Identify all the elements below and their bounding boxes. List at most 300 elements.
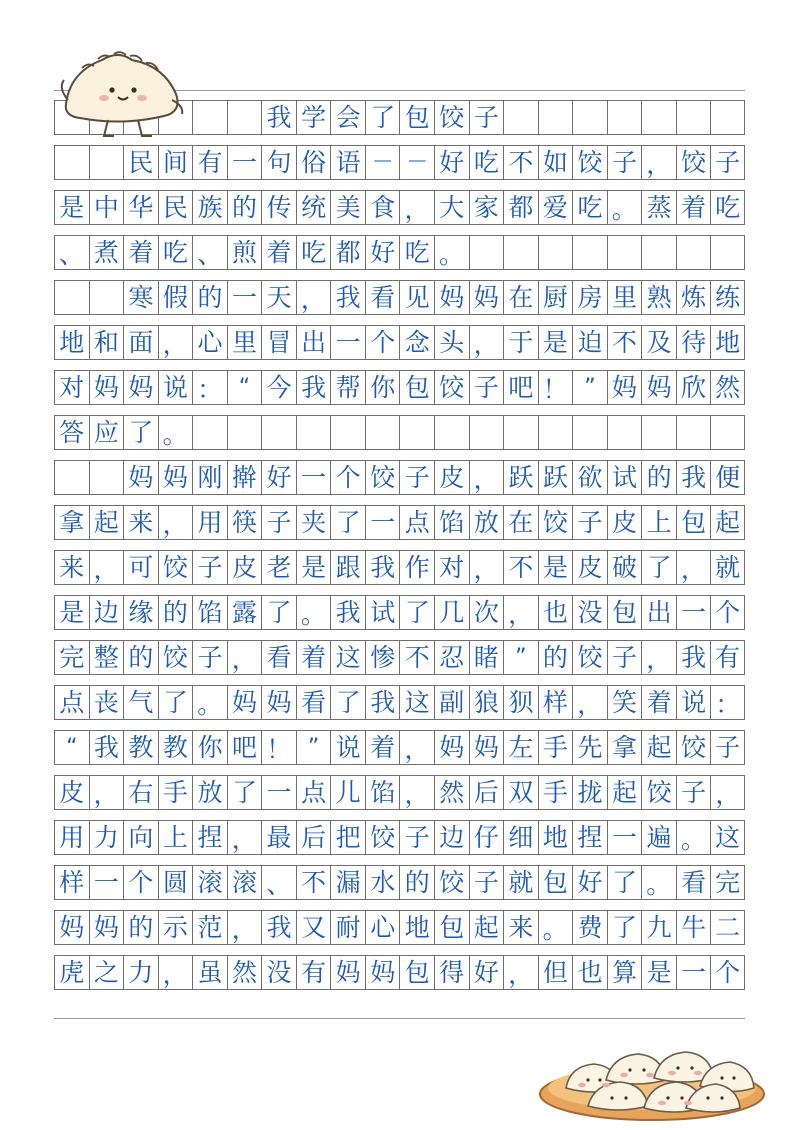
grid-cell — [192, 416, 227, 449]
grid-cell: 后 — [296, 821, 331, 854]
grid-cell: 忍 — [434, 641, 469, 674]
grid-cell — [607, 101, 642, 134]
grid-cell: 妈 — [469, 281, 504, 314]
grid-cell — [676, 101, 711, 134]
grid-cell: 把 — [330, 821, 365, 854]
essay-line — [54, 591, 745, 636]
grid-cell: 虽 — [192, 956, 227, 989]
grid-cell: 刚 — [192, 461, 227, 494]
grid-cells — [54, 370, 745, 405]
grid-cell: 这 — [330, 641, 365, 674]
grid-cell — [227, 416, 262, 449]
grid-cell: 妈 — [365, 956, 400, 989]
grid-cell: 着 — [296, 641, 331, 674]
grid-cell: 便 — [710, 461, 745, 494]
grid-cell: 示 — [158, 911, 193, 944]
grid-cells — [54, 235, 745, 270]
grid-cell: 狈 — [503, 686, 538, 719]
grid-cell: 筷 — [227, 506, 262, 539]
grid-cell: 边 — [89, 596, 124, 629]
grid-cell: 在 — [503, 506, 538, 539]
essay-line — [54, 501, 745, 546]
grid-cell: 皮 — [54, 776, 89, 809]
grid-cells — [54, 775, 745, 810]
grid-cells — [54, 145, 745, 180]
grid-cell: 水 — [365, 866, 400, 899]
grid-cell — [89, 146, 124, 179]
grid-cell: 美 — [330, 191, 365, 224]
grid-cell: 家 — [469, 191, 504, 224]
grid-cell: 但 — [538, 956, 573, 989]
grid-cell — [538, 416, 573, 449]
grid-cell: 起 — [710, 506, 745, 539]
grid-cell: 见 — [399, 281, 434, 314]
grid-cell: 妈 — [434, 731, 469, 764]
grid-cell: 左 — [503, 731, 538, 764]
grid-cell: － — [365, 146, 400, 179]
grid-cell: 用 — [192, 506, 227, 539]
grid-cell: 起 — [89, 506, 124, 539]
grid-cell: ” — [572, 371, 607, 404]
grid-cell: 破 — [607, 551, 642, 584]
grid-cell: 一 — [330, 326, 365, 359]
grid-cell — [607, 416, 642, 449]
grid-cell: ： — [710, 686, 745, 719]
grid-cell — [261, 416, 296, 449]
grid-cell: 吃 — [399, 236, 434, 269]
grid-cell: 点 — [399, 506, 434, 539]
grid-cell: 就 — [710, 551, 745, 584]
grid-cell: 妈 — [227, 686, 262, 719]
grid-cell: 子 — [469, 866, 504, 899]
essay-line — [54, 546, 745, 591]
grid-cell: 出 — [296, 326, 331, 359]
grid-cell: 一 — [261, 776, 296, 809]
grid-cell: 帮 — [330, 371, 365, 404]
grid-cell: ， — [676, 551, 711, 584]
grid-cell: 族 — [192, 191, 227, 224]
grid-cell: 今 — [261, 371, 296, 404]
grid-cell: 句 — [261, 146, 296, 179]
grid-cell: 好 — [572, 866, 607, 899]
grid-cell: 说 — [158, 371, 193, 404]
grid-cell: 遍 — [641, 821, 676, 854]
grid-cell: 子 — [469, 371, 504, 404]
essay-line — [54, 816, 745, 861]
grid-cell: 对 — [434, 551, 469, 584]
grid-cell — [89, 461, 124, 494]
grid-cell — [607, 236, 642, 269]
grid-cell: 华 — [123, 191, 158, 224]
grid-cell: 我 — [676, 461, 711, 494]
grid-cell: 细 — [503, 821, 538, 854]
grid-cell — [503, 101, 538, 134]
grid-cell: 没 — [261, 956, 296, 989]
grid-cell: 上 — [158, 821, 193, 854]
grid-cell: ， — [158, 506, 193, 539]
grid-cell: 炼 — [676, 281, 711, 314]
grid-cell: ， — [158, 956, 193, 989]
grid-cell: 吃 — [158, 236, 193, 269]
grid-cell: 我 — [261, 911, 296, 944]
grid-cell: 后 — [469, 776, 504, 809]
grid-cell: 煎 — [227, 236, 262, 269]
grid-cell: 冒 — [261, 326, 296, 359]
grid-cell: 间 — [158, 146, 193, 179]
essay-line — [54, 681, 745, 726]
grid-cell: 然 — [434, 776, 469, 809]
grid-cell: 个 — [330, 461, 365, 494]
grid-cell: 欲 — [572, 461, 607, 494]
grid-cell: 面 — [123, 326, 158, 359]
grid-cell: 。 — [434, 236, 469, 269]
grid-cell: 捏 — [572, 821, 607, 854]
essay-line — [54, 906, 745, 951]
grid-cell: 子 — [710, 146, 745, 179]
grid-cell: 边 — [434, 821, 469, 854]
grid-cell: 气 — [123, 686, 158, 719]
grid-cell: 妈 — [54, 911, 89, 944]
grid-cell: 力 — [89, 821, 124, 854]
grid-cell: 说 — [330, 731, 365, 764]
grid-cell — [192, 101, 227, 134]
grid-cell — [538, 236, 573, 269]
essay-line — [54, 411, 745, 456]
grid-cell: 就 — [503, 866, 538, 899]
grid-cell: 包 — [676, 506, 711, 539]
grid-cell: 假 — [158, 281, 193, 314]
grid-cell: ， — [399, 731, 434, 764]
grid-cell: 蒸 — [641, 191, 676, 224]
grid-cell: 看 — [676, 866, 711, 899]
grid-cell: 来 — [123, 506, 158, 539]
grid-cell: 儿 — [330, 776, 365, 809]
grid-cell: 上 — [641, 506, 676, 539]
grid-cell: 了 — [330, 506, 365, 539]
grid-cell: 跟 — [330, 551, 365, 584]
grid-cell: 最 — [261, 821, 296, 854]
grid-cell: 妈 — [469, 731, 504, 764]
grid-cell: 先 — [572, 731, 607, 764]
grid-cell: 妈 — [434, 281, 469, 314]
grid-cell — [710, 236, 745, 269]
grid-cells — [54, 325, 745, 360]
grid-cell: 都 — [330, 236, 365, 269]
grid-cells — [54, 460, 745, 495]
grid-cell: 了 — [123, 416, 158, 449]
grid-cell: 起 — [469, 911, 504, 944]
grid-cell: － — [399, 146, 434, 179]
dumpling-character-icon — [52, 42, 192, 142]
grid-cell: 一 — [296, 461, 331, 494]
grid-cell: 完 — [54, 641, 89, 674]
grid-cell: 了 — [607, 911, 642, 944]
grid-cell: 用 — [54, 821, 89, 854]
grid-cell: 念 — [399, 326, 434, 359]
grid-cell: 一 — [227, 146, 262, 179]
grid-cell: 样 — [54, 866, 89, 899]
grid-cell: 着 — [365, 731, 400, 764]
grid-cell: 不 — [503, 146, 538, 179]
grid-cell: 漏 — [330, 866, 365, 899]
grid-cell: ， — [469, 461, 504, 494]
grid-cell: 在 — [503, 281, 538, 314]
grid-cell: 子 — [572, 506, 607, 539]
grid-cell: 里 — [227, 326, 262, 359]
grid-cell: ， — [572, 686, 607, 719]
grid-cell: 了 — [330, 686, 365, 719]
grid-cell: 费 — [572, 911, 607, 944]
grid-cell: 牛 — [676, 911, 711, 944]
grid-cells — [54, 190, 745, 225]
grid-cell — [399, 416, 434, 449]
grid-cell: 馅 — [434, 506, 469, 539]
grid-cell: 了 — [607, 866, 642, 899]
grid-cell: 这 — [399, 686, 434, 719]
grid-cell: 又 — [296, 911, 331, 944]
grid-cell: 于 — [503, 326, 538, 359]
grid-cell: 里 — [607, 281, 642, 314]
grid-cell: 了 — [641, 551, 676, 584]
grid-cell: 会 — [330, 101, 365, 134]
essay-line — [54, 456, 745, 501]
grid-cell: 有 — [710, 641, 745, 674]
grid-cell: 是 — [296, 551, 331, 584]
grid-cell — [54, 281, 89, 314]
grid-cell: 吃 — [469, 146, 504, 179]
grid-cell: 着 — [261, 236, 296, 269]
grid-cell — [434, 416, 469, 449]
grid-cell: 的 — [158, 596, 193, 629]
grid-cell — [641, 416, 676, 449]
grid-cell: 。 — [538, 911, 573, 944]
grid-cell: 大 — [434, 191, 469, 224]
grid-cell — [676, 416, 711, 449]
grid-cell: 饺 — [538, 506, 573, 539]
grid-cell: 皮 — [434, 461, 469, 494]
essay-line — [54, 951, 745, 996]
grid-cell: 可 — [123, 551, 158, 584]
grid-cell: 都 — [503, 191, 538, 224]
grid-cell: ， — [89, 551, 124, 584]
dumpling-plate-icon — [536, 1022, 768, 1122]
grid-cell: 拿 — [607, 731, 642, 764]
grid-cell: 妈 — [123, 461, 158, 494]
grid-cell: 试 — [607, 461, 642, 494]
grid-cell: 了 — [399, 596, 434, 629]
grid-cell: 待 — [676, 326, 711, 359]
grid-cell: 了 — [261, 596, 296, 629]
grid-cell: 饺 — [434, 866, 469, 899]
grid-cell: 然 — [227, 956, 262, 989]
grid-cell: 包 — [399, 371, 434, 404]
grid-cells — [54, 910, 745, 945]
grid-cell: 饺 — [365, 461, 400, 494]
grid-cell: 。 — [607, 191, 642, 224]
essay-line — [54, 276, 745, 321]
grid-cell — [54, 461, 89, 494]
grid-cell: 吃 — [710, 191, 745, 224]
grid-cell: 说 — [676, 686, 711, 719]
grid-cell: 夹 — [296, 506, 331, 539]
grid-cell: ！ — [538, 371, 573, 404]
grid-cell: 笑 — [607, 686, 642, 719]
essay-line — [54, 231, 745, 276]
grid-cell: 饺 — [158, 641, 193, 674]
grid-cell: “ — [227, 371, 262, 404]
grid-cell: 来 — [503, 911, 538, 944]
grid-cell: 包 — [434, 911, 469, 944]
grid-cell: 皮 — [607, 506, 642, 539]
grid-cell: 心 — [192, 326, 227, 359]
grid-cell: 妈 — [158, 461, 193, 494]
grid-cell: 得 — [434, 956, 469, 989]
grid-cell: 练 — [710, 281, 745, 314]
grid-cell: 俗 — [296, 146, 331, 179]
grid-cell: 天 — [261, 281, 296, 314]
grid-cell: “ — [54, 731, 89, 764]
grid-cell: 统 — [296, 191, 331, 224]
grid-cell: 。 — [676, 821, 711, 854]
grid-cell: 的 — [227, 191, 262, 224]
grid-cell: 虎 — [54, 956, 89, 989]
grid-cell: 子 — [261, 506, 296, 539]
grid-cell: 地 — [399, 911, 434, 944]
grid-cell: ， — [227, 821, 262, 854]
grid-cell: 地 — [54, 326, 89, 359]
essay-line — [54, 771, 745, 816]
grid-cell: ” — [296, 731, 331, 764]
grid-cell: 、 — [54, 236, 89, 269]
grid-cell: 跃 — [503, 461, 538, 494]
grid-cell: 你 — [192, 731, 227, 764]
grid-cell: ， — [158, 326, 193, 359]
grid-cell: 传 — [261, 191, 296, 224]
grid-cell: 着 — [676, 191, 711, 224]
grid-cell: ， — [227, 641, 262, 674]
grid-cell: 好 — [261, 461, 296, 494]
grid-cell: 吧 — [227, 731, 262, 764]
grid-cell: 一 — [227, 281, 262, 314]
grid-cell: 我 — [296, 371, 331, 404]
grid-cell: 如 — [538, 146, 573, 179]
grid-cell: 子 — [192, 641, 227, 674]
grid-cell: 了 — [365, 101, 400, 134]
grid-cell: 是 — [54, 596, 89, 629]
grid-cell — [641, 101, 676, 134]
grid-cell: 煮 — [89, 236, 124, 269]
grid-cell: 不 — [296, 866, 331, 899]
grid-cell: 的 — [641, 461, 676, 494]
grid-cell: 看 — [296, 686, 331, 719]
grid-cell: 是 — [538, 551, 573, 584]
essay-grid-paper — [54, 96, 745, 996]
grid-cell: 。 — [192, 686, 227, 719]
grid-cell: ， — [710, 776, 745, 809]
grid-cell: 惨 — [365, 641, 400, 674]
grid-cell: 这 — [710, 821, 745, 854]
grid-cell: 出 — [641, 596, 676, 629]
grid-cell — [503, 236, 538, 269]
grid-cell: 有 — [192, 146, 227, 179]
grid-cell — [503, 416, 538, 449]
grid-cell: ， — [469, 551, 504, 584]
grid-cell: 皮 — [227, 551, 262, 584]
grid-cell: 好 — [469, 956, 504, 989]
grid-cell: 是 — [641, 956, 676, 989]
grid-cell: 点 — [296, 776, 331, 809]
grid-cell: 副 — [434, 686, 469, 719]
grid-cell: 试 — [365, 596, 400, 629]
grid-cell: 民 — [123, 146, 158, 179]
grid-cell: 寒 — [123, 281, 158, 314]
grid-cell: 妈 — [607, 371, 642, 404]
grid-cell: 一 — [607, 821, 642, 854]
grid-cell: 包 — [399, 956, 434, 989]
grid-cell: 包 — [538, 866, 573, 899]
grid-cell: 学 — [296, 101, 331, 134]
grid-cell: 食 — [365, 191, 400, 224]
grid-cell: 迫 — [572, 326, 607, 359]
grid-cell: 着 — [641, 686, 676, 719]
grid-cell: ， — [641, 146, 676, 179]
grid-cell: ， — [227, 911, 262, 944]
grid-cell: 力 — [123, 956, 158, 989]
grid-cell: 个 — [365, 326, 400, 359]
grid-cell — [538, 101, 573, 134]
grid-cell: ， — [399, 191, 434, 224]
grid-cell: 点 — [54, 686, 89, 719]
grid-cells — [54, 550, 745, 585]
grid-cell — [641, 236, 676, 269]
grid-cell: 着 — [123, 236, 158, 269]
grid-cell: 的 — [192, 281, 227, 314]
grid-cell: 好 — [434, 146, 469, 179]
grid-cell: 妈 — [89, 371, 124, 404]
grid-cell: 地 — [538, 821, 573, 854]
grid-cell: 子 — [192, 551, 227, 584]
grid-cell: 睹 — [469, 641, 504, 674]
grid-cell: 仔 — [469, 821, 504, 854]
grid-cell: 的 — [123, 911, 158, 944]
grid-cell: 。 — [158, 416, 193, 449]
grid-cell: 几 — [434, 596, 469, 629]
grid-cell: 手 — [158, 776, 193, 809]
grid-cell: ， — [399, 776, 434, 809]
grid-cells — [54, 280, 745, 315]
essay-line — [54, 186, 745, 231]
grid-cell: 之 — [89, 956, 124, 989]
grid-cell: 包 — [607, 596, 642, 629]
grid-cell: 教 — [123, 731, 158, 764]
grid-cell: ， — [89, 776, 124, 809]
grid-cell: 个 — [123, 866, 158, 899]
grid-cell: 一 — [676, 956, 711, 989]
grid-cell — [572, 101, 607, 134]
essay-line — [54, 636, 745, 681]
essay-line — [54, 321, 745, 366]
grid-cell: 饺 — [365, 821, 400, 854]
grid-cell: 中 — [89, 191, 124, 224]
grid-cell — [710, 101, 745, 134]
grid-cell: 狼 — [469, 686, 504, 719]
grid-cell — [710, 416, 745, 449]
grid-cell — [469, 236, 504, 269]
grid-cell: 子 — [676, 776, 711, 809]
grid-cell: 手 — [538, 731, 573, 764]
grid-cell: ， — [296, 281, 331, 314]
grid-cell: 拢 — [572, 776, 607, 809]
